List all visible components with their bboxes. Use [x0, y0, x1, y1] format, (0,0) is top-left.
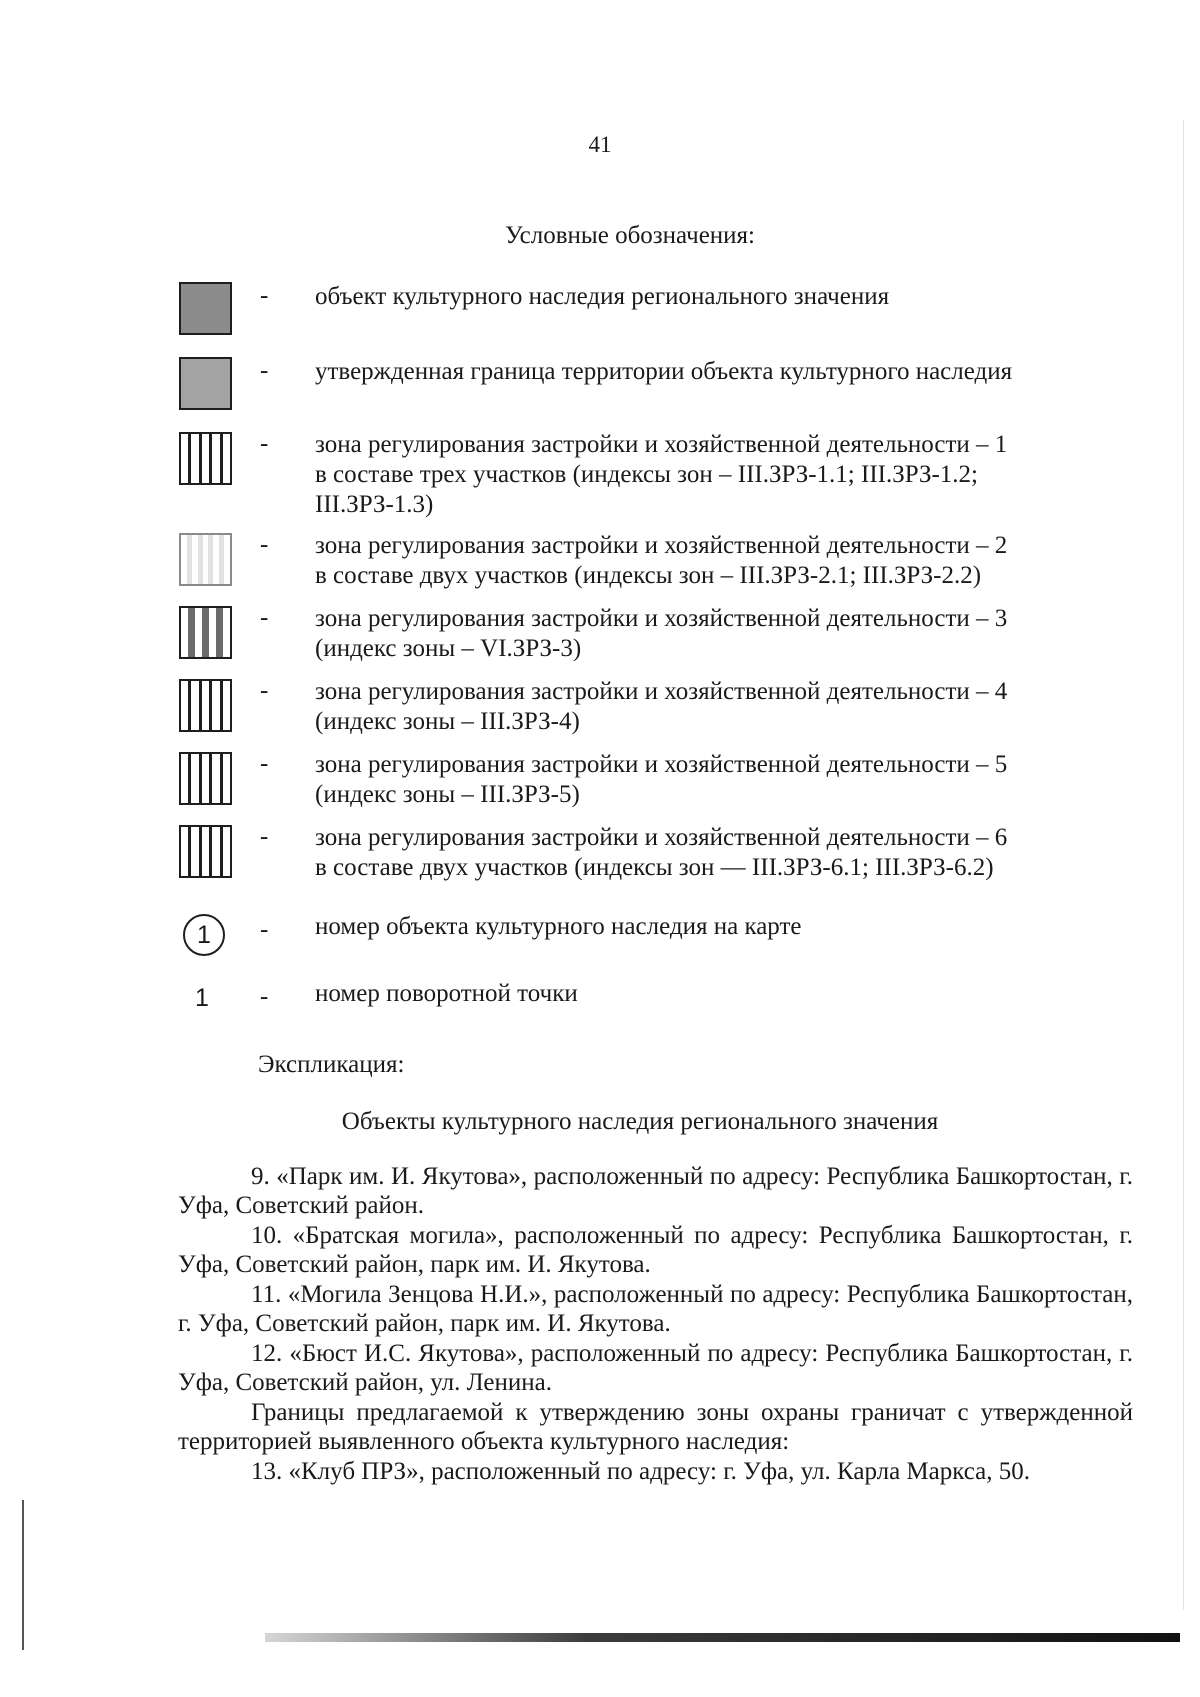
- legend-dash: -: [260, 916, 269, 943]
- vertical-stripes-swatch-icon: [179, 432, 232, 485]
- page-number: 41: [588, 132, 612, 157]
- vertical-stripes-swatch-icon: [179, 825, 232, 878]
- legend-item-text: утвержденная граница территории объекта культурного наследия: [315, 358, 1013, 385]
- legend-dash: -: [260, 531, 269, 558]
- legend-dash: -: [260, 282, 269, 309]
- legend-dash: -: [260, 677, 269, 704]
- explication-paragraph: 11. «Могила Зенцова Н.И.», расположенный по адресу: Республика Башкортостан, г. Уфа, Советский район, парк им. И. Якутова.: [178, 1281, 1133, 1337]
- legend-item-text: зона регулирования застройки и хозяйственной деятельности – 1 в составе трех участков (индексы зон – III.ЗРЗ-1.1; III.ЗРЗ-1.2; III.ЗРЗ-1.3): [315, 431, 1008, 518]
- legend-item-text: зона регулирования застройки и хозяйственной деятельности – 4 (индекс зоны – III.ЗРЗ-4): [315, 678, 1008, 735]
- explication-paragraph: 10. «Братская могила», расположенный по адресу: Республика Башкортостан, г. Уфа, Советский район, парк им. И. Якутова.: [178, 1222, 1133, 1278]
- legend-item-text: зона регулирования застройки и хозяйственной деятельности – 5 (индекс зоны – III.ЗРЗ-5): [315, 751, 1008, 808]
- solid-dark-swatch-icon: [179, 282, 232, 335]
- gray-stripes-swatch-icon: [179, 606, 232, 659]
- bottom-rule: [265, 1633, 1180, 1642]
- legend-dash: -: [260, 357, 269, 384]
- legend-item-text: зона регулирования застройки и хозяйственной деятельности – 6 в составе двух участков (индексы зон — III.ЗРЗ-6.1; III.ЗРЗ-6.2): [315, 824, 1008, 881]
- explication-paragraph: Границы предлагаемой к утверждению зоны охраны граничат с утвержденной территорией выявленного объекта культурного наследия:: [178, 1399, 1133, 1455]
- vertical-stripes-swatch-icon: [179, 679, 232, 732]
- legend-title: Условные обозначения:: [504, 222, 756, 249]
- explication-label: Экспликация:: [258, 1051, 405, 1078]
- scan-edge-right: [1183, 120, 1184, 1610]
- turning-point-number: 1: [195, 984, 209, 1012]
- solid-gray-swatch-icon: [179, 357, 232, 410]
- explication-heading: Объекты культурного наследия регионального значения: [341, 1108, 939, 1135]
- legend-item-text: номер поворотной точки: [315, 980, 578, 1007]
- explication-paragraph: 13. «Клуб ПРЗ», расположенный по адресу: г. Уфа, ул. Карла Маркса, 50.: [251, 1458, 1031, 1485]
- vertical-stripes-swatch-icon: [179, 752, 232, 805]
- legend-item-text: номер объекта культурного наследия на карте: [315, 913, 802, 940]
- legend-dash: -: [260, 983, 269, 1010]
- legend-dash: -: [260, 430, 269, 457]
- legend-item-text: зона регулирования застройки и хозяйственной деятельности – 2 в составе двух участков (индексы зон – III.ЗРЗ-2.1; III.ЗРЗ-2.2): [315, 532, 1008, 589]
- legend-dash: -: [260, 750, 269, 777]
- legend-dash: -: [260, 604, 269, 631]
- legend-item-text: зона регулирования застройки и хозяйственной деятельности – 3 (индекс зоны – VI.ЗРЗ-3): [315, 605, 1008, 662]
- light-stripes-swatch-icon: [179, 533, 232, 586]
- explication-paragraph: 12. «Бюст И.С. Якутова», расположенный по адресу: Республика Башкортостан, г. Уфа, Советский район, ул. Ленина.: [178, 1340, 1133, 1396]
- circled-number-icon: 1: [183, 914, 225, 956]
- legend-dash: -: [260, 823, 269, 850]
- scan-edge-left: [22, 1500, 24, 1650]
- legend-item-text: объект культурного наследия регионального значения: [315, 283, 890, 310]
- explication-paragraph: 9. «Парк им. И. Якутова», расположенный по адресу: Республика Башкортостан, г. Уфа, Советский район.: [178, 1163, 1133, 1219]
